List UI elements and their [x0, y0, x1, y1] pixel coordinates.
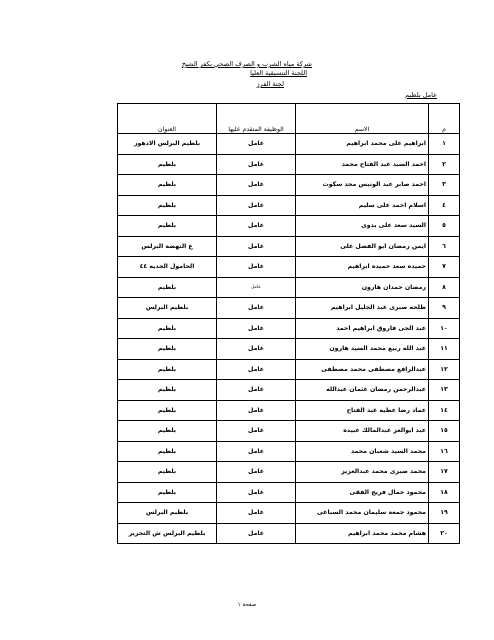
row-number: ٤ — [429, 195, 460, 216]
sorting-title: لجنة الفرز — [256, 80, 284, 88]
row-name: عبدالرحمن رمضان عثمان عبدالله — [296, 380, 429, 401]
row-job: عامل — [217, 359, 296, 380]
row-job: عامل — [217, 154, 296, 175]
row-job: عامل — [217, 421, 296, 442]
applicants-table — [117, 103, 460, 544]
row-number: ١٧ — [429, 462, 460, 483]
table-row — [118, 421, 460, 442]
row-number: ١٦ — [429, 441, 460, 462]
table-row — [118, 154, 460, 175]
row-job: عامل — [217, 523, 296, 544]
table-row — [118, 380, 460, 401]
table-row — [118, 503, 460, 524]
row-number: ٩ — [429, 298, 460, 319]
table-row — [118, 523, 460, 544]
column-header-name: الاسم — [296, 104, 429, 134]
row-number: ١١ — [429, 339, 460, 360]
column-header-job: الوظيفة المتقدم عليها — [217, 104, 296, 134]
table-row — [118, 175, 460, 196]
row-job: عامل — [217, 482, 296, 503]
row-name: محمود جمال فريج الفقى — [296, 482, 429, 503]
table-row — [118, 195, 460, 216]
company-title: شركة مياه الشرب و الصرف الصحي بكفر الشيخ — [181, 60, 312, 68]
row-address: بلطيم — [118, 462, 217, 483]
row-address: بلطيم — [118, 441, 217, 462]
table-row — [118, 257, 460, 278]
committee-title: اللجنة التنسيقية العليا — [250, 69, 307, 77]
row-job: عامل — [217, 175, 296, 196]
row-job: عامل — [217, 195, 296, 216]
row-name: اسلام احمد على سليم — [296, 195, 429, 216]
row-job: عامل — [217, 380, 296, 401]
row-job: عامل — [217, 441, 296, 462]
row-name: محمد صبرى محمد عبدالعزيز — [296, 462, 429, 483]
column-header-num: م — [429, 104, 460, 134]
row-name: هشام محمد محمد ابراهيم — [296, 523, 429, 544]
page-number: صفحة ١ — [237, 602, 257, 608]
row-address: بلطيم البرلس — [118, 298, 217, 319]
row-number: ١٣ — [429, 380, 460, 401]
row-number: ٣ — [429, 175, 460, 196]
row-address: بلطيم — [118, 359, 217, 380]
row-number: ٨ — [429, 277, 460, 298]
row-address: بلطيم — [118, 400, 217, 421]
row-name: عبد الله ربيع محمد السيد هارون — [296, 339, 429, 360]
row-job: عامل — [217, 257, 296, 278]
table-header-row — [118, 104, 460, 134]
table-row — [118, 359, 460, 380]
row-number: ١٩ — [429, 503, 460, 524]
row-name: ايمن رمضان ابو الفضل على — [296, 236, 429, 257]
row-address: بلطيم البرلس — [118, 503, 217, 524]
row-job: عامل — [217, 503, 296, 524]
row-name: عبدالرافع مصطفى محمد مصطفى — [296, 359, 429, 380]
row-job: عامل — [217, 400, 296, 421]
row-name: رمضان حمدان هارون — [296, 277, 429, 298]
row-name: احمد صابر عبد الونيس مجد سكوت — [296, 175, 429, 196]
table-row — [118, 462, 460, 483]
row-address: بلطيم البرلس ش التحرير — [118, 523, 217, 544]
row-job: عامل — [217, 318, 296, 339]
table-row — [118, 134, 460, 155]
row-address: بلطيم — [118, 482, 217, 503]
table-row — [118, 339, 460, 360]
row-address: ع النهضة البرلس — [118, 236, 217, 257]
row-number: ٥ — [429, 216, 460, 237]
row-address: بلطيم — [118, 318, 217, 339]
row-job: عامل — [217, 462, 296, 483]
table-row — [118, 236, 460, 257]
row-address: بلطيم — [118, 216, 217, 237]
row-name: عبد الحى فاروق ابراهيم احمد — [296, 318, 429, 339]
table-row — [118, 318, 460, 339]
row-job: عامل — [217, 277, 296, 298]
row-number: ١٢ — [429, 359, 460, 380]
row-address: الحامول الجديه ٤٤ — [118, 257, 217, 278]
row-job: عامل — [217, 298, 296, 319]
row-job: عامل — [217, 236, 296, 257]
row-name: احمد السيد عبد الفتاح محمد — [296, 154, 429, 175]
row-number: ٧ — [429, 257, 460, 278]
row-number: ٢ — [429, 154, 460, 175]
row-name: عماد رضا عطيه عبد الفتاح — [296, 400, 429, 421]
row-name: السيد سعد على بدوى — [296, 216, 429, 237]
row-number: ١ — [429, 134, 460, 155]
row-name: حميده سعد حميده ابراهيم — [296, 257, 429, 278]
row-name: عبد ابوالعز عبدالمالك عبيده — [296, 421, 429, 442]
row-number: ١٠ — [429, 318, 460, 339]
row-number: ١٥ — [429, 421, 460, 442]
table-row — [118, 216, 460, 237]
position-line: عامل بلطيم — [405, 91, 437, 99]
row-address: بلطيم — [118, 175, 217, 196]
row-address: بلطيم — [118, 421, 217, 442]
row-job: عامل — [217, 339, 296, 360]
row-name: ابراهيم على محمد ابراهيم — [296, 134, 429, 155]
table-row — [118, 298, 460, 319]
table-row — [118, 400, 460, 421]
row-number: ٦ — [429, 236, 460, 257]
row-address: بلطيم — [118, 277, 217, 298]
row-name: محمد السيد شعبان محمد — [296, 441, 429, 462]
row-address: بلطيم — [118, 339, 217, 360]
table-row — [118, 277, 460, 298]
column-header-address: العنوان — [118, 104, 217, 134]
row-job: عامل — [217, 134, 296, 155]
table-row — [118, 441, 460, 462]
row-number: ١٤ — [429, 400, 460, 421]
row-address: بلطيم — [118, 154, 217, 175]
row-number: ٢٠ — [429, 523, 460, 544]
table-row — [118, 482, 460, 503]
row-name: طلحه صبرى عبد الجليل ابراهيم — [296, 298, 429, 319]
row-name: محمود جمعة سليمان محمد السباعى — [296, 503, 429, 524]
row-job: عامل — [217, 216, 296, 237]
row-address: بلطيم — [118, 195, 217, 216]
row-number: ١٨ — [429, 482, 460, 503]
row-address: بلطيم البرلس الادهور — [118, 134, 217, 155]
row-address: بلطيم — [118, 380, 217, 401]
